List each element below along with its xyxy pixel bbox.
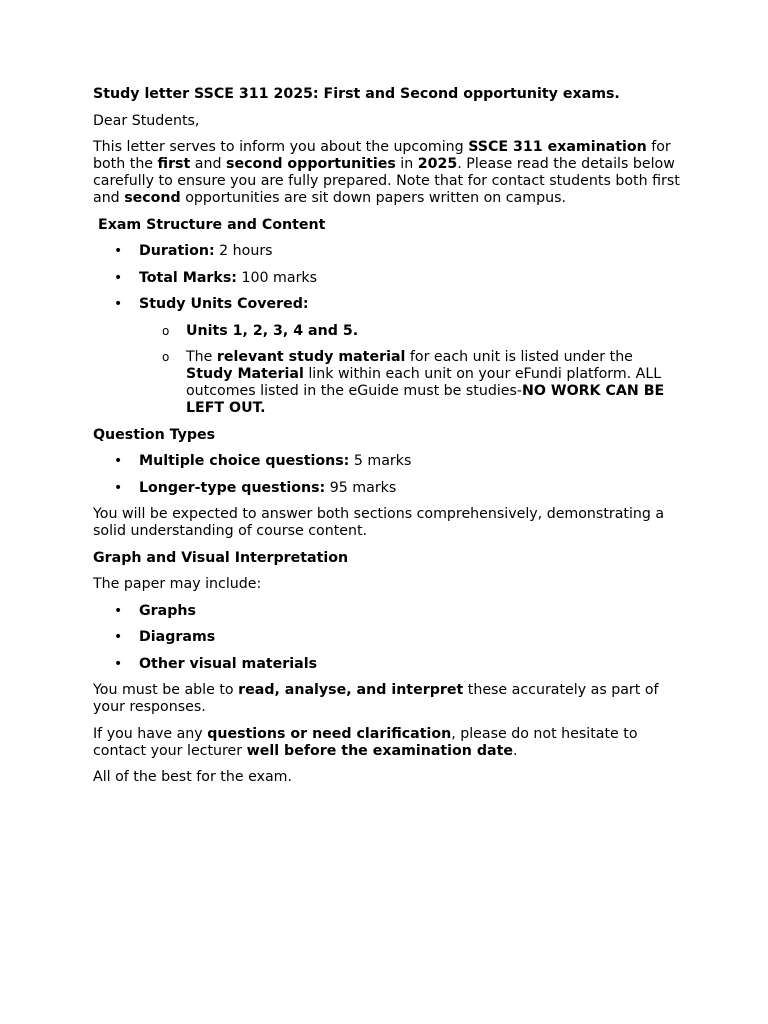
total-marks-value: 100 marks <box>236 269 318 286</box>
bullet-icon: • <box>114 453 123 469</box>
material-link-name: Study Material <box>186 366 304 382</box>
intro-text: opportunities are sit down papers written on campus. <box>180 190 566 206</box>
question-types-heading: Question Types <box>93 426 216 443</box>
list-item-diagrams <box>93 629 683 646</box>
question-types-list <box>93 453 683 497</box>
intro-second: second <box>124 190 181 206</box>
bullet-icon: • <box>114 243 123 259</box>
contact-deadline: well before the examination date <box>246 742 513 759</box>
material-relevant: relevant study material <box>216 349 406 365</box>
other-visuals-item-label: Other visual materials <box>139 655 318 672</box>
list-item-duration <box>93 243 683 260</box>
total-marks-label: Total Marks: <box>139 269 237 286</box>
bullet-icon: • <box>114 602 123 619</box>
intro-text: and <box>190 156 227 172</box>
bullet-icon: • <box>114 655 123 672</box>
intro-text: in <box>395 156 418 172</box>
bullet-icon: • <box>114 269 123 286</box>
salutation: Dear Students, <box>93 112 200 129</box>
signoff: All of the best for the exam. <box>93 769 292 785</box>
graphs-closing-text: You must be able to <box>93 682 239 698</box>
longer-type-value: 95 marks <box>325 479 397 496</box>
contact-text: If you have any <box>93 725 208 742</box>
exam-structure-heading: Exam Structure and Content <box>98 216 326 233</box>
question-types-note: You will be expected to answer both sections comprehensively, demonstrating a solid understanding of course content. <box>93 506 665 539</box>
contact-text: . <box>512 742 518 759</box>
bullet-icon: • <box>114 479 123 496</box>
sub-bullet-icon: o <box>162 350 170 364</box>
material-text: The <box>186 349 217 365</box>
intro-text: . Please read the details below carefully to ensure you are fully prepared. Note that for contact students both first and <box>93 156 680 206</box>
units-covered: Units 1, 2, 3, 4 and 5. <box>186 322 359 339</box>
intro-paragraph <box>93 139 683 207</box>
duration-label: Duration: <box>139 243 215 259</box>
graphs-intro: The paper may include: <box>93 576 262 592</box>
intro-text: This letter serves to inform you about the upcoming <box>93 139 469 155</box>
intro-exam-name: SSCE 311 examination <box>468 139 647 155</box>
contact-text: , please do not hesitate to contact your lecturer <box>93 725 638 759</box>
graphs-list <box>93 603 683 673</box>
material-warning: NO WORK CAN BE LEFT OUT. <box>186 383 665 416</box>
mcq-label: Multiple choice questions: <box>139 453 350 469</box>
sublist-item-study-material <box>139 349 683 417</box>
document-body <box>93 86 683 796</box>
contact-questions: questions or need clarification <box>207 725 452 742</box>
mcq-value: 5 marks <box>349 453 412 469</box>
intro-text: for both the <box>93 139 671 172</box>
list-item-graphs <box>93 603 683 620</box>
list-item-total-marks <box>93 270 683 287</box>
duration-value: 2 hours <box>214 243 273 259</box>
intro-first: first <box>157 156 191 172</box>
contact-paragraph <box>93 726 683 760</box>
study-units-label: Study Units Covered: <box>139 296 309 312</box>
longer-type-label: Longer-type questions: <box>139 479 326 496</box>
list-item-other-visuals <box>93 656 683 673</box>
graphs-closing-emphasis: read, analyse, and interpret <box>238 682 464 698</box>
sub-bullet-icon: o <box>162 323 170 338</box>
graphs-closing-text: these accurately as part of your responses. <box>93 682 659 715</box>
exam-structure-list <box>93 243 683 417</box>
diagrams-item-label: Diagrams <box>139 629 216 645</box>
list-item-longer-type <box>93 480 683 497</box>
list-item-study-units <box>93 296 683 417</box>
sublist-item-units <box>139 323 683 340</box>
graphs-closing <box>93 682 683 716</box>
material-text: for each unit is listed under the <box>405 349 633 365</box>
study-units-sublist <box>139 323 683 418</box>
material-text: link within each unit on your eFundi platform. ALL outcomes listed in the eGuide must be studies- <box>186 366 662 399</box>
bullet-icon: • <box>114 296 123 312</box>
document-title: Study letter SSCE 311 2025: First and Second opportunity exams. <box>93 86 620 102</box>
intro-year: 2025 <box>417 156 458 172</box>
graphs-item-label: Graphs <box>139 602 196 619</box>
bullet-icon: • <box>114 629 123 645</box>
graphs-heading: Graph and Visual Interpretation <box>93 549 349 566</box>
intro-second-opportunities: second opportunities <box>226 156 396 172</box>
list-item-mcq <box>93 453 683 470</box>
